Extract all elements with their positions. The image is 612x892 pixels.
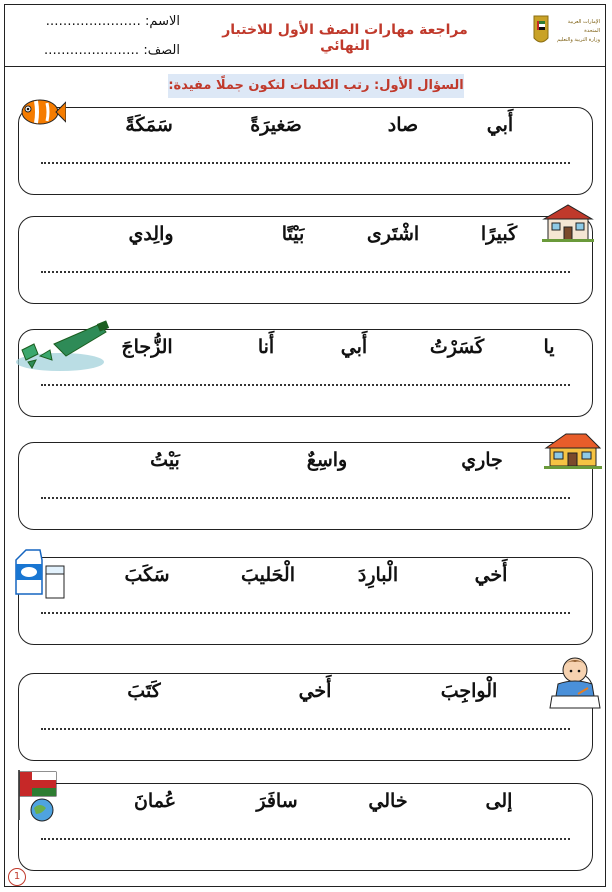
word: أَبي bbox=[486, 114, 514, 136]
word: جاري bbox=[461, 449, 503, 471]
answer-line-4[interactable] bbox=[41, 497, 570, 499]
word: الْواجِبَ bbox=[440, 680, 498, 702]
answer-line-1[interactable] bbox=[41, 162, 570, 164]
name-label: الاسم: bbox=[145, 14, 180, 29]
boy-writing-icon bbox=[548, 654, 602, 712]
word: الْحَليبَ bbox=[240, 564, 296, 586]
house-yellow-icon bbox=[544, 430, 602, 470]
word-bank-1 bbox=[19, 114, 592, 146]
name-dots: …………………. bbox=[45, 14, 141, 29]
exercise-box-7 bbox=[18, 783, 593, 871]
page-number: 1 bbox=[8, 868, 26, 886]
word: أَنا bbox=[257, 336, 275, 358]
word: صَغيرَةً bbox=[250, 114, 302, 136]
exercise-box-1 bbox=[18, 107, 593, 195]
word: سافَرَ bbox=[256, 790, 298, 812]
header-divider bbox=[4, 66, 606, 67]
word: بَيْتًا bbox=[281, 223, 305, 245]
word: يا bbox=[543, 336, 555, 358]
exercise-box-6 bbox=[18, 673, 593, 761]
exercise-box-2 bbox=[18, 216, 593, 304]
answer-line-2[interactable] bbox=[41, 271, 570, 273]
word-bank-2 bbox=[19, 223, 592, 255]
word: سَمَكَةً bbox=[125, 114, 173, 136]
house-red-icon bbox=[540, 203, 596, 243]
answer-line-3[interactable] bbox=[41, 384, 570, 386]
logo-text-ministry: وزارة التربية والتعليم bbox=[557, 37, 600, 43]
word: الزُّجاجَ bbox=[121, 336, 173, 358]
answer-line-5[interactable] bbox=[41, 612, 570, 614]
word: إلى bbox=[485, 790, 513, 812]
word: اشْتَرى bbox=[366, 223, 420, 245]
word-bank-4 bbox=[19, 449, 592, 481]
word: عُمانَ bbox=[133, 790, 177, 812]
word: سَكَبَ bbox=[124, 564, 170, 586]
class-label: الصف: bbox=[143, 43, 180, 58]
ministry-logo bbox=[526, 12, 600, 56]
page-title: مراجعة مهارات الصف الأول للاختبار النهائي bbox=[222, 22, 468, 54]
name-field bbox=[30, 14, 180, 29]
word-bank-7 bbox=[19, 790, 592, 822]
word-bank-5 bbox=[19, 564, 592, 596]
word: بَيْتُ bbox=[150, 449, 180, 471]
word: أَبي bbox=[340, 336, 368, 358]
word: كَتَبَ bbox=[127, 680, 161, 702]
fish-icon bbox=[14, 92, 66, 130]
word: واسِعٌ bbox=[306, 449, 348, 471]
exercise-box-5 bbox=[18, 557, 593, 645]
exercise-box-4 bbox=[18, 442, 593, 530]
word: كَبيرًا bbox=[480, 223, 518, 245]
word: أَخي bbox=[298, 680, 332, 702]
answer-line-6[interactable] bbox=[41, 728, 570, 730]
word: كَسَرْتُ bbox=[429, 336, 485, 358]
oman-flag-icon bbox=[14, 768, 62, 824]
class-field bbox=[30, 43, 180, 58]
word: خالي bbox=[368, 790, 408, 812]
answer-line-7[interactable] bbox=[41, 838, 570, 840]
word: أَخي bbox=[474, 564, 508, 586]
logo-text-country: الإمارات العربية المتحدة bbox=[567, 19, 600, 34]
word: صاد bbox=[387, 114, 419, 136]
word-bank-6 bbox=[19, 680, 592, 712]
question-heading: السؤال الأول: رتب الكلمات لتكون جملًا مفيدة: bbox=[168, 74, 464, 98]
word: والِدي bbox=[128, 223, 174, 245]
broken-bottle-icon bbox=[14, 320, 110, 374]
class-dots: …………………. bbox=[44, 43, 140, 58]
milk-icon bbox=[12, 546, 68, 604]
word: الْبارِدَ bbox=[357, 564, 399, 586]
